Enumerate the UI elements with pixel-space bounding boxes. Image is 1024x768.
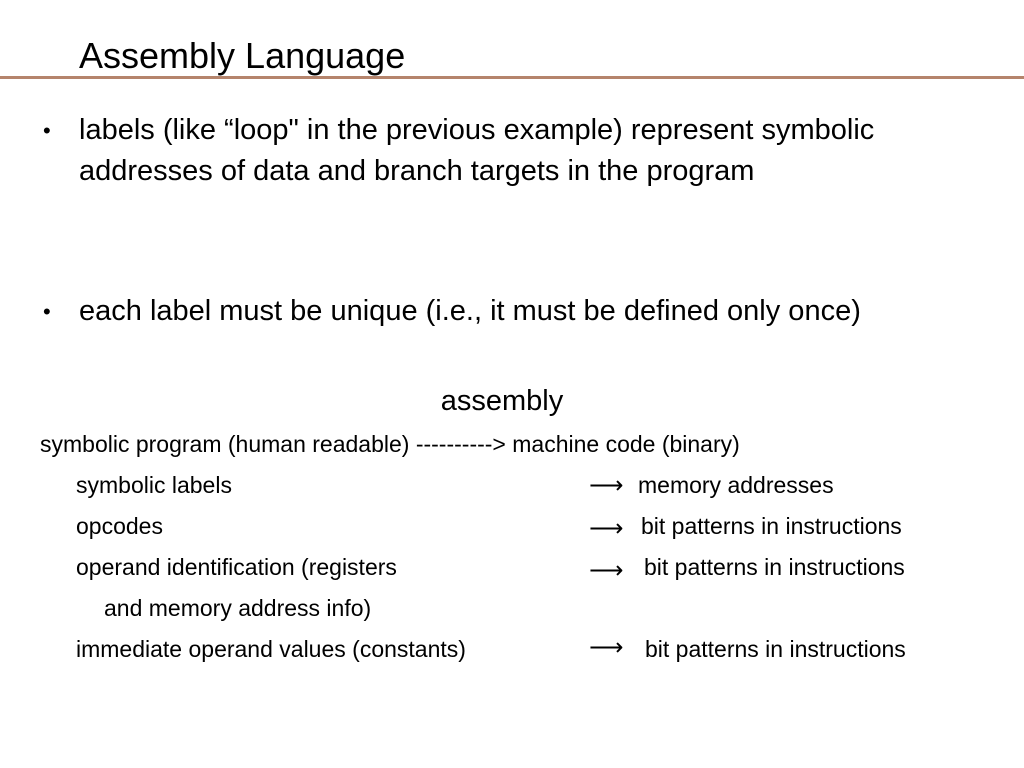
title-divider — [0, 76, 1024, 79]
bullet-marker: • — [43, 118, 51, 143]
mapping-to: bit patterns in instructions — [641, 513, 902, 539]
right-arrow-icon: ⟶ — [589, 471, 624, 499]
right-arrow-icon: ⟶ — [589, 514, 624, 542]
mapping-to: bit patterns in instructions — [645, 636, 906, 662]
bullet-marker: • — [43, 299, 51, 324]
mapping-from: immediate operand values (constants) — [76, 636, 466, 662]
right-arrow-icon: ⟶ — [589, 556, 624, 584]
mapping-from: operand identification (registers — [76, 554, 397, 580]
mapping-from: opcodes — [76, 513, 163, 539]
mapping-to: memory addresses — [638, 472, 834, 498]
mapping-to: bit patterns in instructions — [644, 554, 905, 580]
slide-title: Assembly Language — [79, 35, 406, 76]
mapping-header: symbolic program (human readable) ----------> machine code (binary) — [40, 431, 740, 457]
right-arrow-icon: ⟶ — [589, 633, 624, 661]
bullet-unique — [43, 291, 949, 332]
bullet-labels — [43, 110, 949, 192]
bullet-text: each label must be unique (i.e., it must be defined only once) — [79, 295, 861, 327]
assembly-label: assembly — [440, 385, 564, 417]
mapping-from-continuation: and memory address info) — [104, 595, 372, 621]
bullet-text: labels (like “loop" in the previous example) represent symbolic addresses of data and branch targets in the program — [79, 114, 875, 187]
mapping-from: symbolic labels — [76, 472, 232, 498]
